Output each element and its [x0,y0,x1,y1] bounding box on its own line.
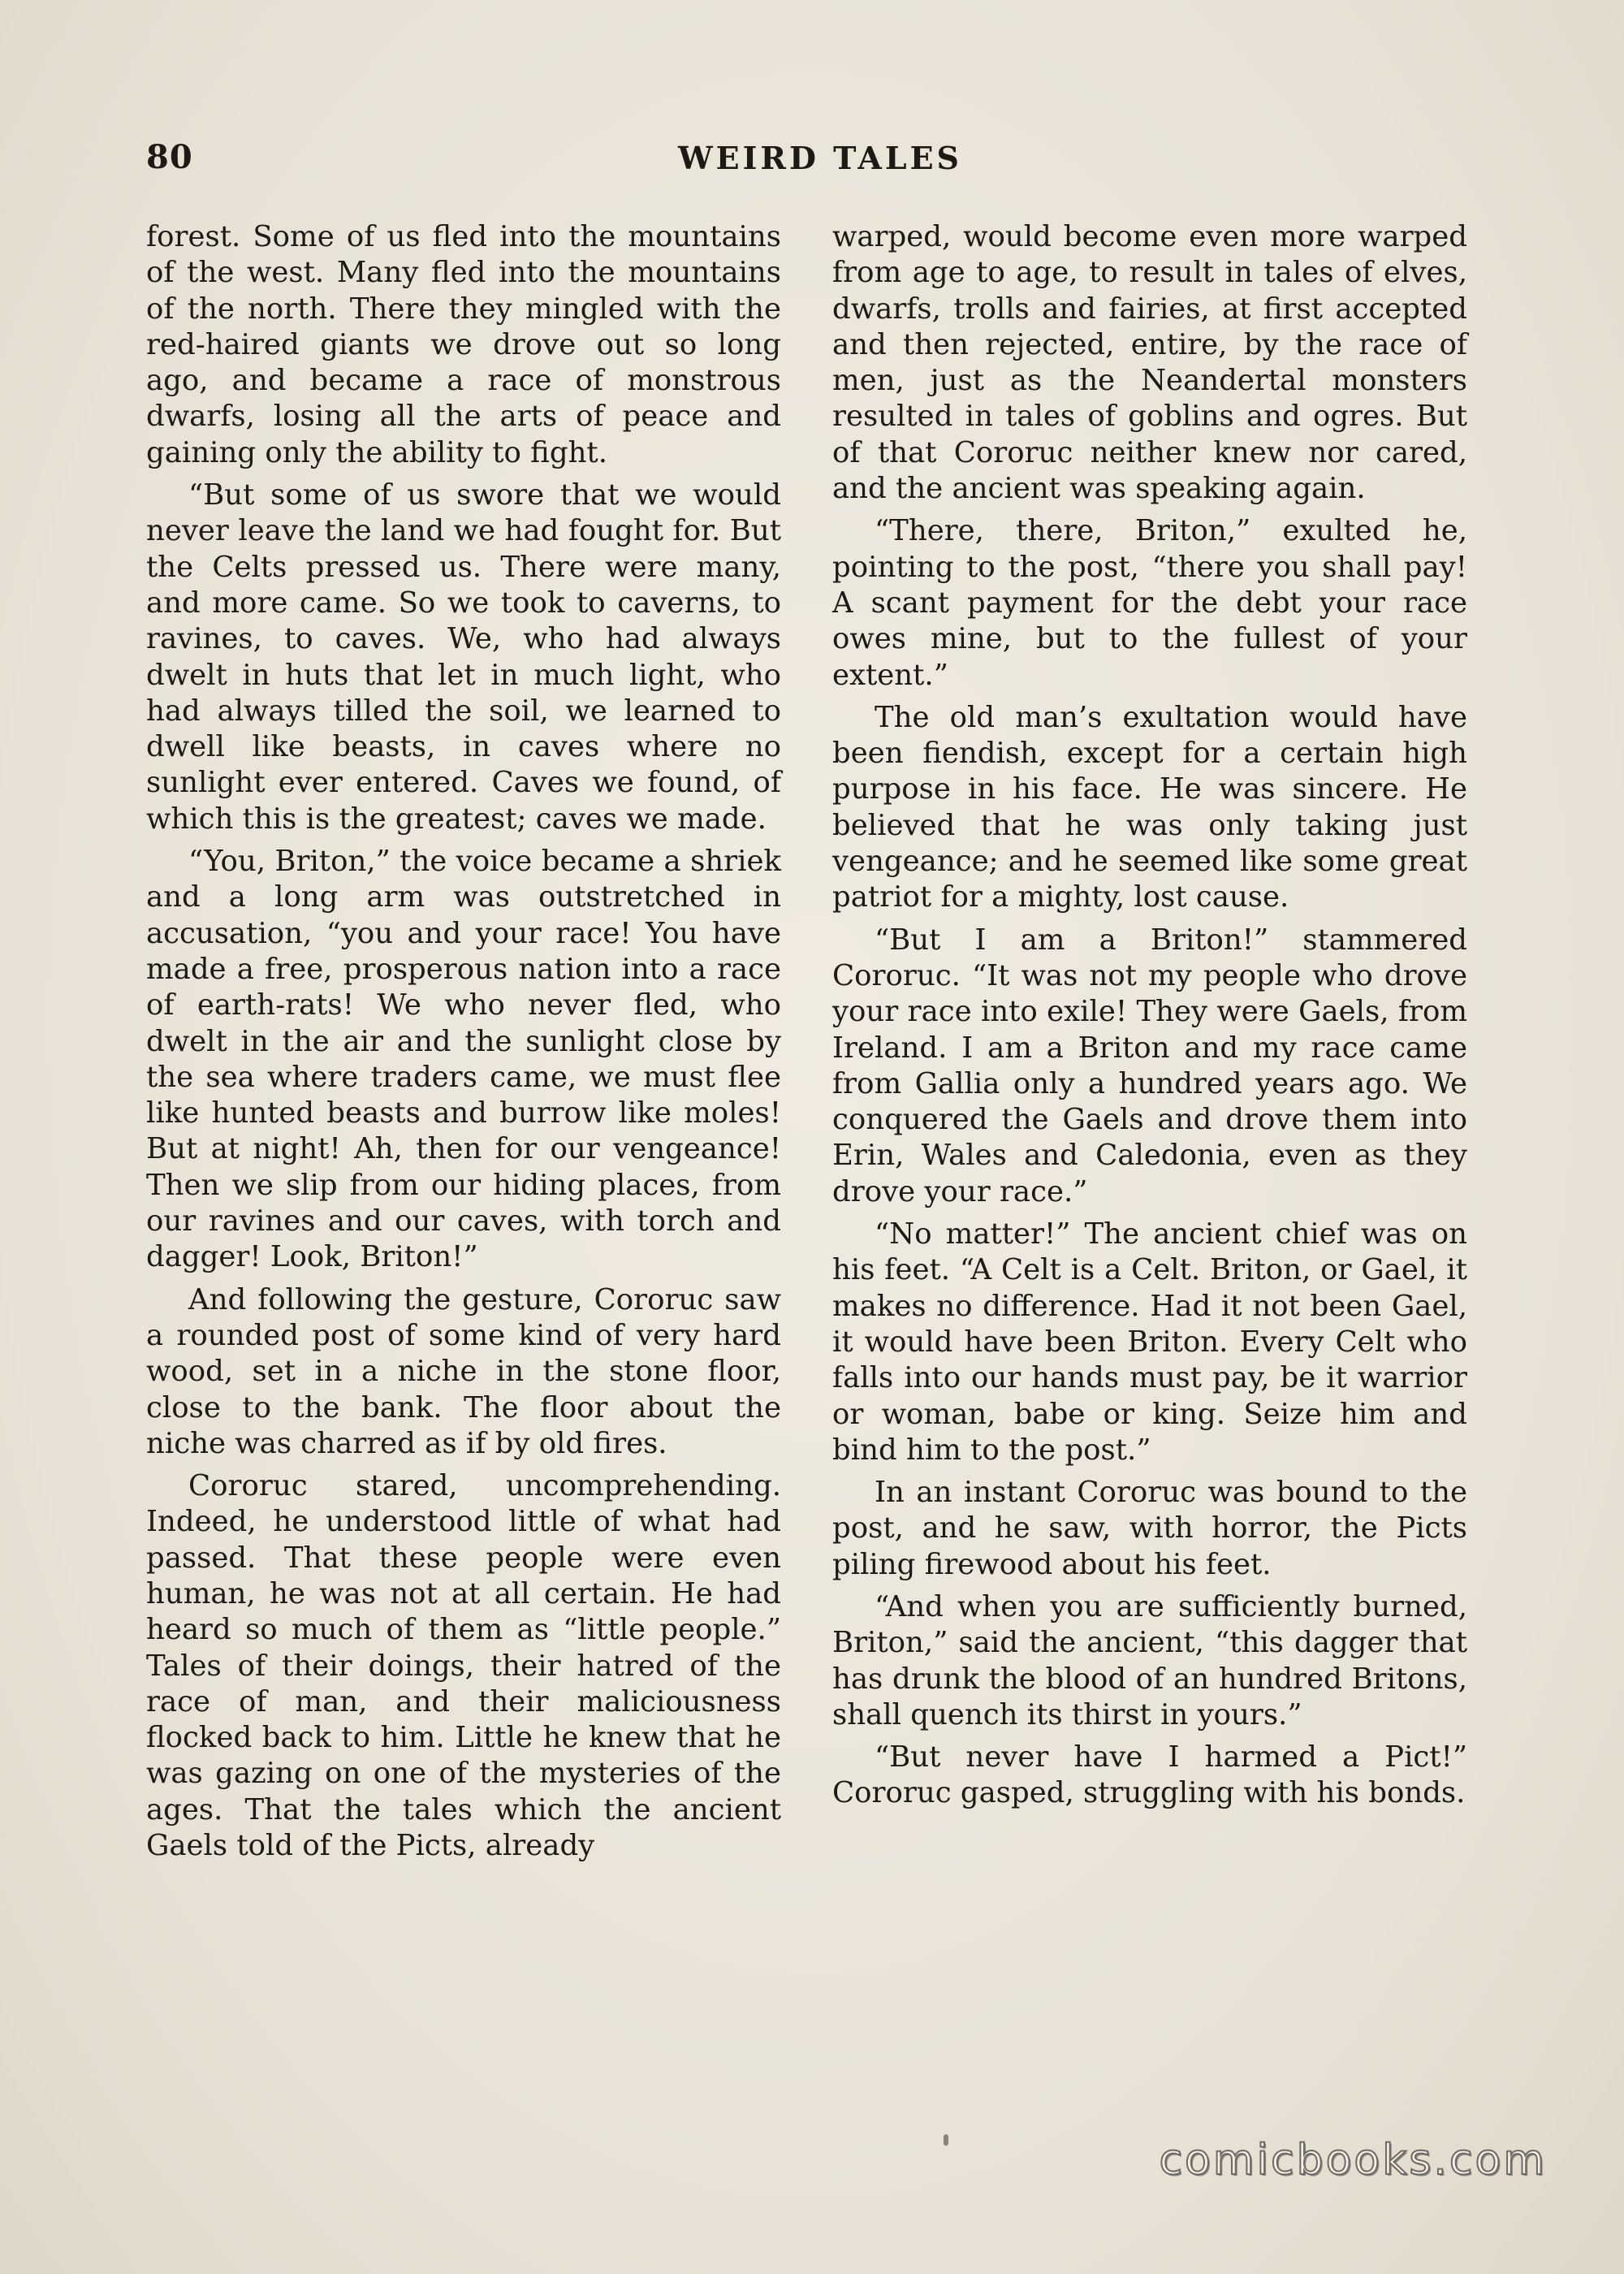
paragraph: “But some of us swore that we would never leave the land we had fought for. But the Celts pressed us. There were many, and more came. So we took to caverns, to ravines, to caves. We, who had always dwelt in huts that let in much light, who had always tilled the soil, we learned to dwell like beasts, in caves where no sunlight ever entered. Caves we found, of which this is the greatest; caves we made. [146,478,781,836]
page-number: 80 [146,138,193,176]
paragraph: “But never have I harmed a Pict!” Cororuc gasped, struggling with his bonds. [832,1740,1467,1810]
right-column [832,219,1467,1818]
left-column [146,219,781,1870]
watermark-logo: comicbooks.com [1159,2136,1547,2185]
running-head: WEIRD TALES [678,140,962,176]
paragraph: “There, there, Briton,” exulted he, pointing to the post, “there you shall pay! A scant payment for the debt your race owes mine, but to the fullest of your extent.” [832,514,1467,692]
paragraph: “You, Briton,” the voice became a shriek and a long arm was outstretched in accusation, “you and your race! You have made a free, prosperous nation into a race of earth-rats! We who never fled, who dwelt in the air and the sunlight close by the sea where traders came, we must flee like hunted beasts and burrow like moles! But at night! Ah, then for our vengeance! Then we slip from our hiding places, from our ravines and our caves, with torch and dagger! Look, Briton!” [146,845,781,1274]
paragraph: And following the gesture, Cororuc saw a rounded post of some kind of very hard wood, set in a niche in the stone floor, close to the bank. The floor about the niche was charred as if by old fires. [146,1282,781,1460]
paragraph: “No matter!” The ancient chief was on his feet. “A Celt is a Celt. Briton, or Gael, it makes no difference. Had it not been Gael, it would have been Briton. Every Celt who falls into our hands must pay, be it warrior or woman, babe or king. Seize him and bind him to the post.” [832,1217,1467,1467]
paragraph: Cororuc stared, uncomprehending. Indeed, he understood little of what had passed. That these people were even human, he was not at all certain. He had heard so much of them as “little people.” Tales of their doings, their hatred of the race of man, and their maliciousness flocked back to him. Little he knew that he was gazing on one of the mysteries of the ages. That the tales which the ancient Gaels told of the Picts, already [146,1469,781,1863]
paragraph: forest. Some of us fled into the mountains of the west. Many fled into the mountains of the north. There they mingled with the red-haired giants we drove out so long ago, and became a race of monstrous dwarfs, losing all the arts of peace and gaining only the ability to fight. [146,220,781,469]
paragraph: In an instant Cororuc was bound to the post, and he saw, with horror, the Picts piling firewood about his feet. [832,1476,1467,1581]
paragraph: warped, would become even more warped from age to age, to result in tales of elves, dwarfs, trolls and fairies, at first accepted and then rejected, entire, by the race of men, just as the Neandertal monsters resulted in tales of goblins and ogres. But of that Cororuc neither knew nor cared, and the ancient was speaking again. [832,220,1467,506]
page-header [146,138,1478,187]
paragraph: The old man’s exultation would have been fiendish, except for a certain high purpose in his face. He was sincere. He believed that he was only taking just vengeance; and he seemed like some great patriot for a mighty, lost cause. [832,700,1467,914]
paragraph: “But I am a Briton!” stammered Cororuc. “It was not my people who drove your race into exile! They were Gaels, from Ireland. I am a Briton and my race came from Gallia only a hundred years ago. We conquered the Gaels and drove them into Erin, Wales and Caledonia, even as they drove your race.” [832,923,1467,1208]
paragraph: “And when you are sufficiently burned, Briton,” said the ancient, “this dagger that has drunk the blood of an hundred Britons, shall quench its thirst in yours.” [832,1589,1467,1731]
print-speck [944,2134,948,2146]
